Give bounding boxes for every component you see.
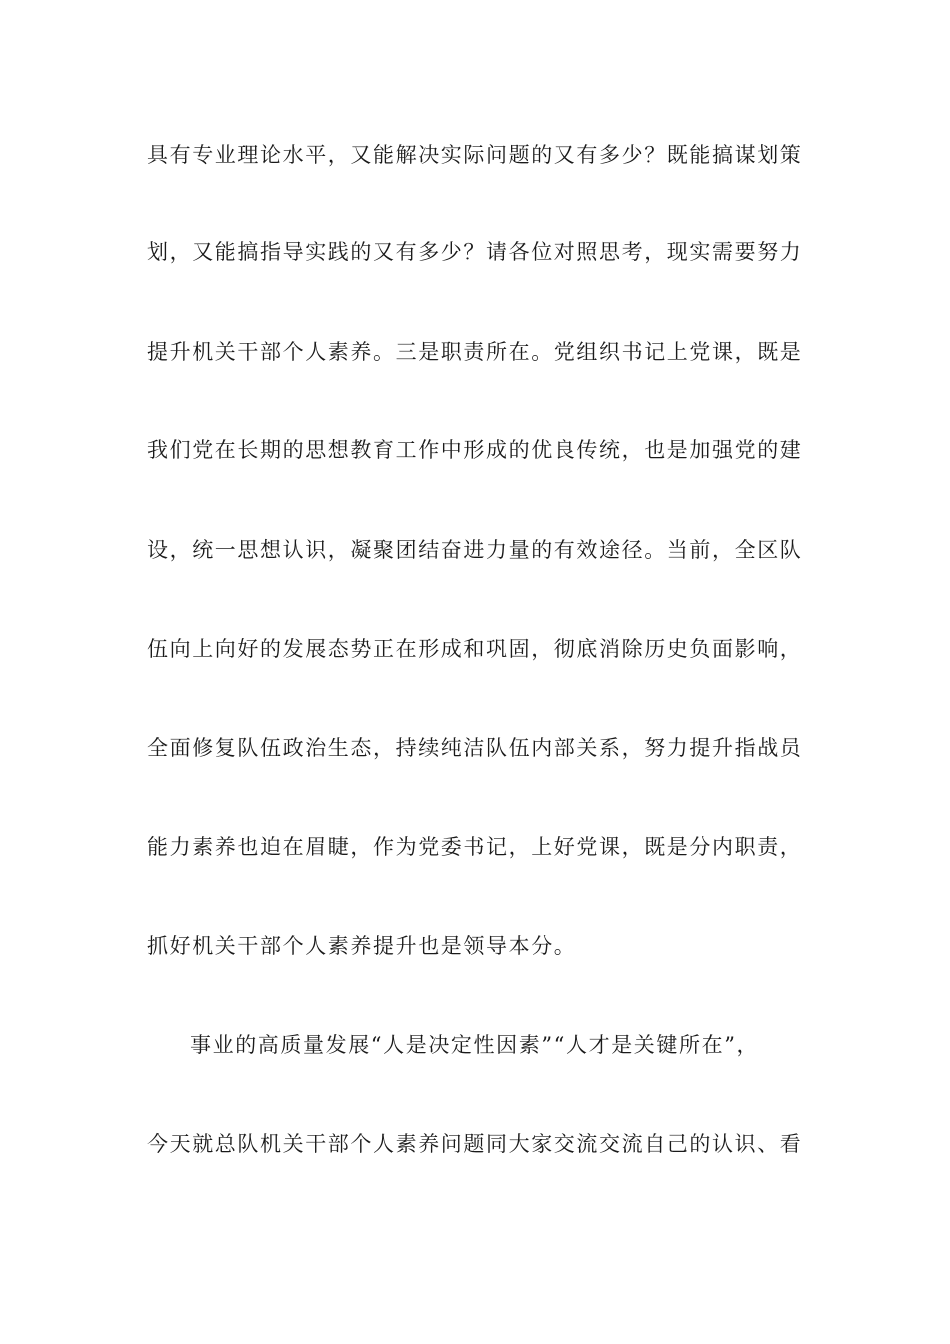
text-line: 伍向上向好的发展态势正在形成和巩固，彻底消除历史负面影响， <box>147 637 803 661</box>
text-line: 具有专业理论水平，又能解决实际问题的又有多少？既能搞谋划策 <box>147 143 803 167</box>
paragraph-first-line: 事业的高质量发展“人是决定性因素”“人才是关键所在”， <box>190 1033 760 1057</box>
text-line: 划，又能搞指导实践的又有多少？请各位对照思考，现实需要努力 <box>147 240 803 264</box>
text-line: 抓好机关干部个人素养提升也是领导本分。 <box>147 934 577 958</box>
text-line: 全面修复队伍政治生态，持续纯洁队伍内部关系，努力提升指战员 <box>147 736 803 760</box>
text-line: 今天就总队机关干部个人素养问题同大家交流交流自己的认识、看 <box>147 1132 803 1156</box>
text-line: 我们党在长期的思想教育工作中形成的优良传统，也是加强党的建 <box>147 438 803 462</box>
text-line: 设，统一思想认识，凝聚团结奋进力量的有效途径。当前，全区队 <box>147 538 803 562</box>
text-line: 提升机关干部个人素养。三是职责所在。党组织书记上党课，既是 <box>147 340 803 364</box>
text-line: 能力素养也迫在眉睫，作为党委书记，上好党课，既是分内职责， <box>147 835 803 859</box>
